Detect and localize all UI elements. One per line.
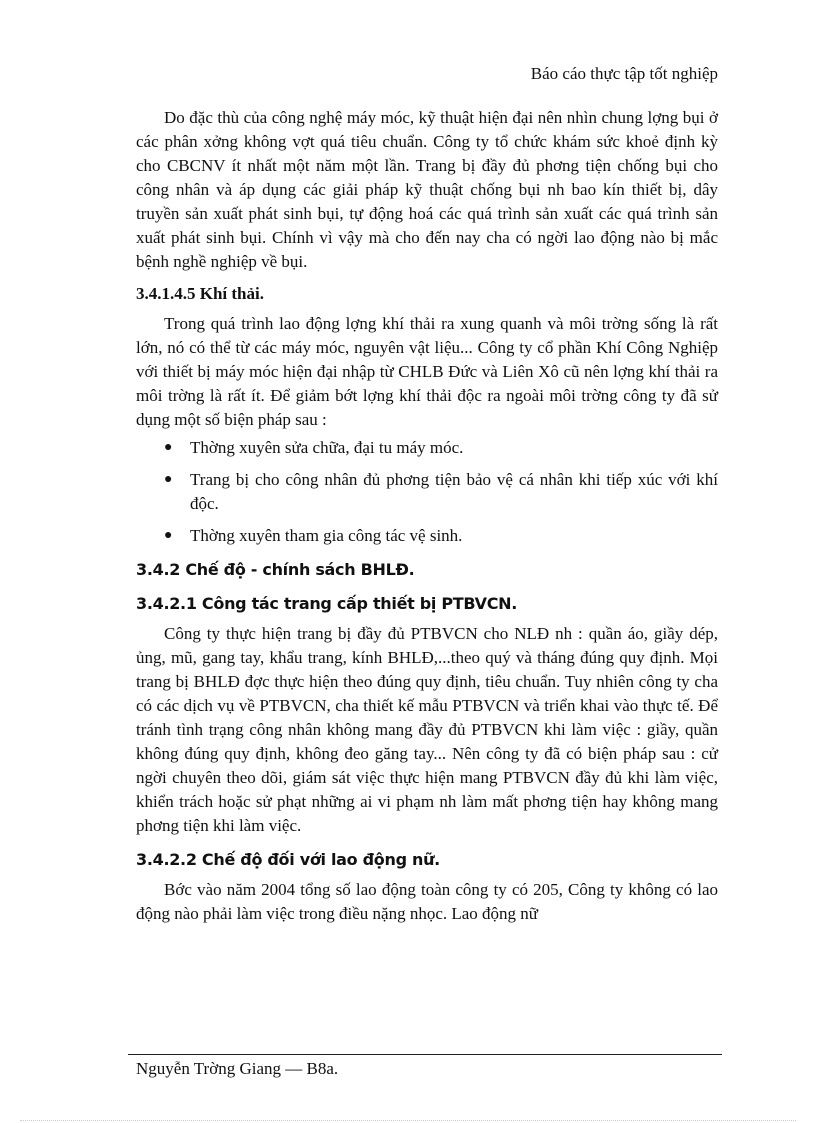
page-edge-divider — [20, 1120, 796, 1121]
list-item — [136, 524, 718, 548]
list-item — [136, 468, 718, 516]
bullet-icon: ● — [164, 440, 173, 455]
heading-female-workers: 3.4.2.2 Chế độ đối với lao động nữ. — [136, 850, 440, 869]
paragraph-ppe: Công ty thực hiện trang bị đầy đủ PTBVCN cho NLĐ nh : quần áo, giầy dép, ủng, mũ, gang tay, khẩu trang, kính BHLĐ,...theo quý và tháng đúng quy định. Mọi trang bị BHLĐ đợc thực hiện theo đúng quy định, tiêu chuẩn. Tuy nhiên công ty cha có các dịch vụ về PTBVCN, cha thiết kế mẫu PTBVCN và triển khai vào thực tế. Để tránh tình trạng công nhân không mang đầy đủ PTBVCN khi làm việc : giầy, quần không đúng quy định, không đeo găng tay... Nên công ty đã có biện pháp sau : cử ngời chuyên theo dõi, giám sát việc thực hiện mang PTBVCN đầy đủ khi làm việc, khiển trách hoặc sử phạt những ai vi phạm nh làm mất phơng tiện hay không mang phơng tiện khi làm việc. — [136, 624, 718, 835]
list-item — [136, 436, 718, 460]
heading-policy: 3.4.2 Chế độ - chính sách BHLĐ. — [136, 560, 415, 579]
paragraph-female-workers: Bớc vào năm 2004 tổng số lao động toàn công ty có 205, Công ty không có lao động nào phải làm việc trong điều nặng nhọc. Lao động nữ — [136, 880, 718, 923]
paragraph-exhaust: Trong quá trình lao động lợng khí thải ra xung quanh và môi trờng sống là rất lớn, nó có thể từ các máy móc, nguyên vật liệu... Công ty cổ phần Khí Công Nghiệp với thiết bị máy móc hiện đại nhập từ CHLB Đức và Liên Xô cũ nên lợng khí thải ra môi trờng là rất ít. Để giảm bớt lợng khí thải độc ra ngoài môi trờng công ty đã sử dụng một số biện pháp sau : — [136, 314, 718, 429]
list-item-text: Thờng xuyên sửa chữa, đại tu máy móc. — [190, 438, 464, 457]
heading-exhaust-gas: 3.4.1.4.5 Khí thải. — [136, 284, 264, 303]
page-header-title: Báo cáo thực tập tốt nghiệp — [530, 64, 718, 83]
bullet-icon: ● — [164, 528, 173, 543]
footer-divider — [128, 1054, 722, 1055]
paragraph-dust: Do đặc thù của công nghệ máy móc, kỹ thuật hiện đại nên nhìn chung lợng bụi ở các phân xởng không vợt quá tiêu chuẩn. Công ty tổ chức khám sức khoẻ định kỳ cho CBCNV ít nhất một năm một lần. Trang bị đầy đủ phơng tiện chống bụi cho công nhân và áp dụng các giải pháp kỹ thuật chống bụi nh bao kín thiết bị, dây truyền sản xuất phát sinh bụi, tự động hoá các quá trình sản xuất các quá trình sản xuất phát sinh bụi. Chính vì vậy mà cho đến nay cha có ngời lao động nào bị mắc bệnh nghề nghiệp về bụi. — [136, 108, 718, 271]
list-item-text: Trang bị cho công nhân đủ phơng tiện bảo vệ cá nhân khi tiếp xúc với khí độc. — [190, 470, 718, 513]
document-body — [136, 106, 718, 926]
heading-ppe: 3.4.2.1 Công tác trang cấp thiết bị PTBVCN. — [136, 594, 518, 613]
footer-author: Nguyễn Trờng Giang — B8a. — [136, 1059, 339, 1078]
measures-list — [136, 436, 718, 548]
list-item-text: Thờng xuyên tham gia công tác vệ sinh. — [190, 526, 463, 545]
bullet-icon: ● — [164, 472, 173, 487]
